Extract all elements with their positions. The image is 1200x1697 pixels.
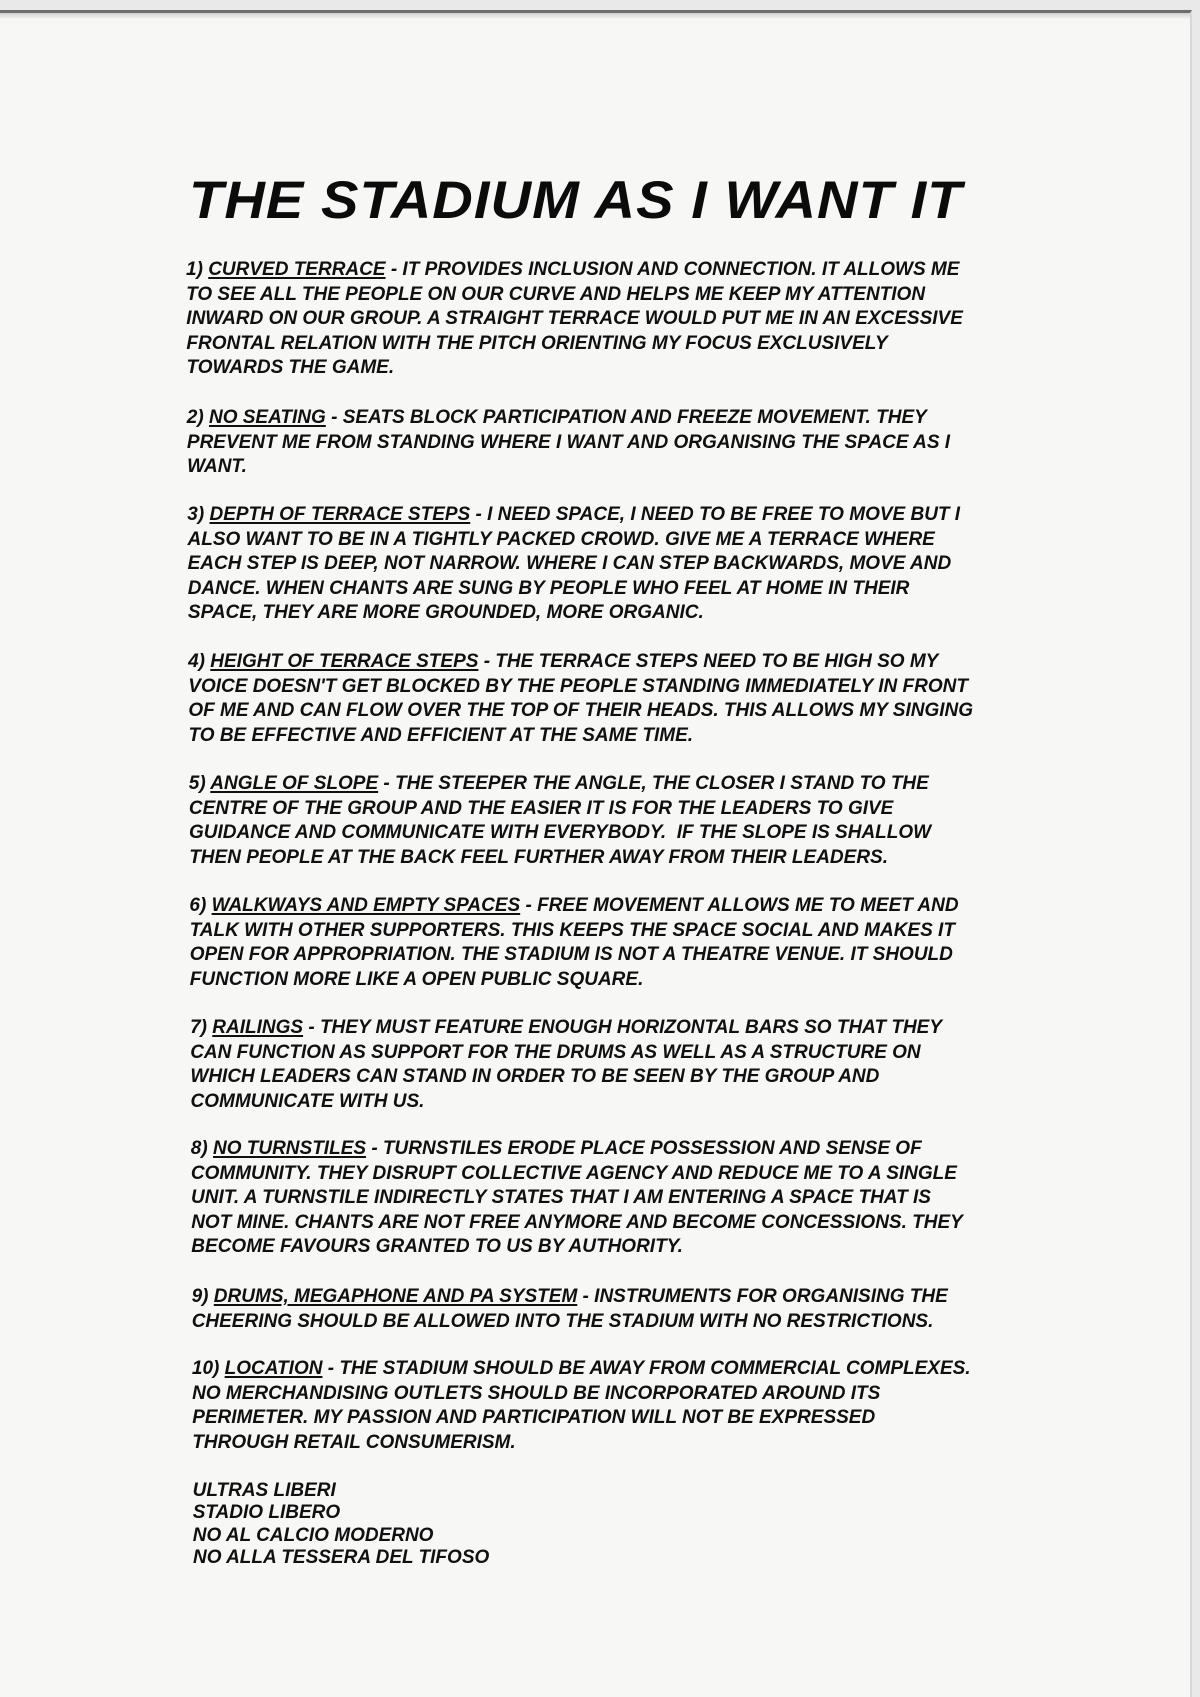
point-line: NOT MINE. CHANTS ARE NOT FREE ANYMORE AND BECOME CONCESSIONS. THEY [191, 1211, 963, 1233]
point-number: 2) [186, 407, 204, 428]
point-line: CAN FUNCTION AS SUPPORT FOR THE DRUMS AS WELL AS A STRUCTURE ON [190, 1041, 921, 1063]
point-line: NO MERCHANDISING OUTLETS SHOULD BE INCORPORATED AROUND ITS [192, 1382, 881, 1404]
signoff-line: NO ALLA TESSERA DEL TIFOSO [193, 1547, 490, 1569]
point-line: OF ME AND CAN FLOW OVER THE TOP OF THEIR HEADS. THIS ALLOWS MY SINGING [188, 700, 974, 722]
point-line: THEN PEOPLE AT THE BACK FEEL FURTHER AWAY FROM THEIR LEADERS. [189, 846, 889, 868]
point-text: - THEY MUST FEATURE ENOUGH HORIZONTAL BARS SO THAT THEY [303, 1017, 943, 1038]
point-number: 9) [191, 1286, 209, 1307]
point-line: UNIT. A TURNSTILE INDIRECTLY STATES THAT I AM ENTERING A SPACE THAT IS [191, 1187, 931, 1209]
point-first-line [189, 895, 958, 917]
point-line: WHICH LEADERS CAN STAND IN ORDER TO BE SEEN BY THE GROUP AND [190, 1066, 880, 1088]
point-line: SPACE, THEY ARE MORE GROUNDED, MORE ORGANIC. [187, 602, 704, 624]
point-first-line [192, 1286, 948, 1308]
point-line: PREVENT ME FROM STANDING WHERE I WANT AND ORGANISING THE SPACE AS I [186, 431, 951, 453]
point-text: - INSTRUMENTS FOR ORGANISING THE [577, 1286, 948, 1307]
point-text: - IT PROVIDES INCLUSION AND CONNECTION. IT ALLOWS ME [385, 259, 960, 280]
point-text: - SEATS BLOCK PARTICIPATION AND FREEZE MOVEMENT. THEY [325, 407, 927, 428]
point-number: 5) [188, 773, 206, 794]
point-line: EACH STEP IS DEEP, NOT NARROW. WHERE I CAN STEP BACKWARDS, MOVE AND [187, 553, 952, 575]
point-text: - THE TERRACE STEPS NEED TO BE HIGH SO MY [478, 651, 939, 672]
point-heading: LOCATION [224, 1358, 323, 1379]
point-number: 6) [189, 895, 207, 916]
signoff-line: ULTRAS LIBERI [192, 1480, 336, 1501]
point-number: 3) [187, 504, 205, 525]
point-number: 7) [190, 1017, 207, 1038]
point-line: FRONTAL RELATION WITH THE PITCH ORIENTING MY FOCUS EXCLUSIVELY [186, 332, 888, 354]
point-line: OPEN FOR APPROPRIATION. THE STADIUM IS NOT A THEATRE VENUE. IT SHOULD [189, 944, 953, 966]
point-line: PERIMETER. MY PASSION AND PARTICIPATION WILL NOT BE EXPRESSED [192, 1407, 876, 1429]
point-heading: NO TURNSTILES [212, 1138, 367, 1159]
point-line: TOWARDS THE GAME. [186, 357, 395, 379]
point-first-line [192, 1358, 971, 1380]
point-line: WANT. [187, 456, 247, 478]
point-text: - TURNSTILES ERODE PLACE POSSESSION AND SENSE OF [366, 1138, 922, 1159]
point-text: - THE STEEPER THE ANGLE, THE CLOSER I STAND TO THE [378, 773, 929, 794]
point-line: BECOME FAVOURS GRANTED TO US BY AUTHORITY. [191, 1236, 683, 1258]
point-first-line [188, 651, 938, 673]
point-line: COMMUNITY. THEY DISRUPT COLLECTIVE AGENCY AND REDUCE ME TO A SINGLE [190, 1162, 957, 1184]
point-line: THROUGH RETAIL CONSUMERISM. [192, 1431, 516, 1453]
point-line: TO SEE ALL THE PEOPLE ON OUR CURVE AND HELPS ME KEEP MY ATTENTION [186, 283, 926, 305]
document-title: THE STADIUM AS I WANT IT [189, 171, 963, 230]
point-line: CHEERING SHOULD BE ALLOWED INTO THE STADIUM WITH NO RESTRICTIONS. [191, 1310, 934, 1332]
point-heading: DRUMS, MEGAPHONE AND PA SYSTEM [213, 1286, 578, 1307]
document-page [0, 10, 1192, 1697]
point-line: FUNCTION MORE LIKE A OPEN PUBLIC SQUARE. [189, 968, 644, 990]
point-number: 10) [191, 1358, 220, 1379]
point-text: - THE STADIUM SHOULD BE AWAY FROM COMMERCIAL COMPLEXES. [322, 1358, 971, 1379]
point-heading: NO SEATING [208, 407, 326, 428]
point-number: 1) [186, 259, 203, 280]
point-first-line [187, 407, 927, 429]
point-line: GUIDANCE AND COMMUNICATE WITH EVERYBODY. IF THE SLOPE IS SHALLOW [189, 822, 932, 844]
point-first-line [187, 504, 960, 526]
signoff-line: NO AL CALCIO MODERNO [192, 1524, 434, 1546]
point-line: CENTRE OF THE GROUP AND THE EASIER IT IS FOR THE LEADERS TO GIVE [188, 797, 894, 819]
point-heading: WALKWAYS AND EMPTY SPACES [211, 895, 521, 916]
point-line: VOICE DOESN'T GET BLOCKED BY THE PEOPLE STANDING IMMEDIATELY IN FRONT [188, 675, 968, 697]
point-line: COMMUNICATE WITH US. [190, 1090, 425, 1112]
point-line: TALK WITH OTHER SUPPORTERS. THIS KEEPS THE SPACE SOCIAL AND MAKES IT [189, 919, 955, 941]
point-line: TO BE EFFECTIVE AND EFFICIENT AT THE SAME TIME. [188, 724, 694, 746]
point-text: - I NEED SPACE, I NEED TO BE FREE TO MOVE BUT I [470, 504, 961, 525]
signoff-line: STADIO LIBERO [192, 1502, 341, 1524]
point-first-line [186, 259, 959, 281]
point-heading: RAILINGS [212, 1017, 304, 1038]
point-heading: CURVED TERRACE [208, 259, 386, 280]
point-first-line [189, 773, 929, 795]
point-heading: ANGLE OF SLOPE [210, 773, 379, 794]
point-first-line [190, 1017, 942, 1039]
point-line: ALSO WANT TO BE IN A TIGHTLY PACKED CROWD. GIVE ME A TERRACE WHERE [187, 528, 935, 550]
point-number: 4) [188, 651, 205, 672]
point-text: - FREE MOVEMENT ALLOWS ME TO MEET AND [520, 895, 959, 916]
point-line: INWARD ON OUR GROUP. A STRAIGHT TERRACE WOULD PUT ME IN AN EXCESSIVE [186, 308, 963, 330]
point-number: 8) [190, 1138, 208, 1159]
point-first-line [191, 1138, 922, 1160]
point-heading: DEPTH OF TERRACE STEPS [209, 504, 471, 525]
point-heading: HEIGHT OF TERRACE STEPS [210, 651, 479, 672]
point-line: DANCE. WHEN CHANTS ARE SUNG BY PEOPLE WHO FEEL AT HOME IN THEIR [187, 577, 910, 599]
